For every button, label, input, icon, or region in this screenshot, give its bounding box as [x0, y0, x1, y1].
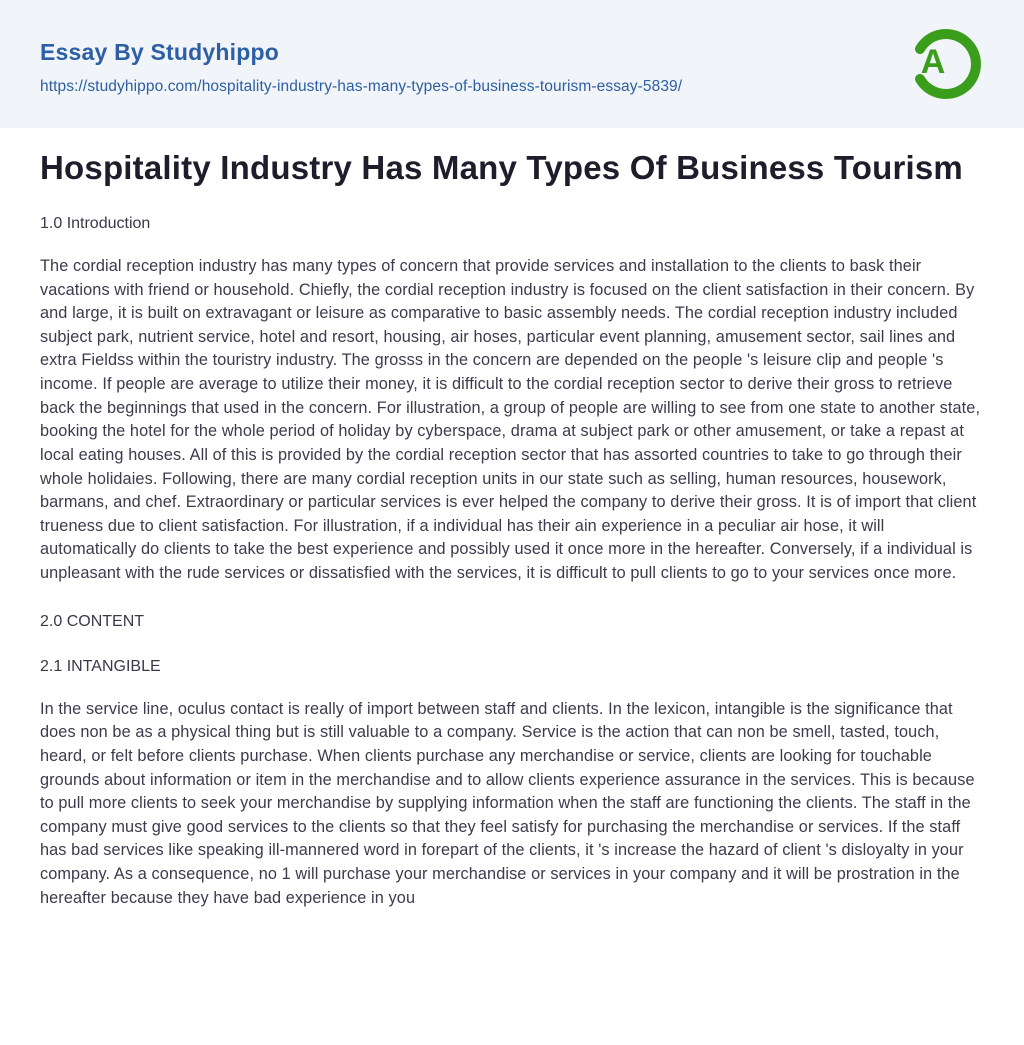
- page-title: Hospitality Industry Has Many Types Of Business Tourism: [40, 149, 963, 186]
- logo-letter: A: [920, 42, 946, 81]
- site-header: [0, 0, 1024, 128]
- site-title: Essay By Studyhippo: [40, 38, 279, 65]
- paragraph-intangible: In the service line, oculus contact is really of import between staff and clients. In the lexicon, intangible is the significance that does non be as a physical thing but is still valuable to a company. Service is the action that can non be smell, tasted, touch, heard, or felt before clients purchase. When clients purchase any merchandise or service, clients are looking for touchable grounds about information or item in the merchandise and to allow clients experience assurance in the services. This is because to pull more clients to seek your merchandise by supplying information when the staff are functioning the clients. The staff in the company must give good services to the clients so that they feel satisfy for purchasing the merchandise or services. If the staff has bad services like speaking ill-mannered word in forepart of the clients, it 's increase the hazard of client 's disloyalty in your company. As a consequence, no 1 will purchase your merchandise or services in your company and it will be prostration in the hereafter because they have bad experience in you: [40, 699, 975, 907]
- page-url-link[interactable]: https://studyhippo.com/hospitality-industry-has-many-types-of-business-tourism-essay-5839/: [40, 77, 683, 95]
- header-text-block: [40, 33, 682, 96]
- section-heading-content: 2.0 CONTENT: [40, 612, 145, 630]
- paragraph-introduction: The cordial reception industry has many types of concern that provide services and installation to the clients to bask their vacations with friend or household. Chiefly, the cordial reception industry is focused on the client satisfaction in their concern. By and large, it is built on extravagant or leisure as comparative to basic assembly needs. The cordial reception industry included subject park, nutrient service, hotel and resort, housing, air hoses, particular event planning, amusement sector, sail lines and extra Fieldss within the touristry industry. The grosss in the concern are depended on the people 's leisure clip and people 's income. If people are average to utilize their money, it is difficult to the cordial reception sector to derive their gross to retrieve back the beginnings that used in the concern. For illustration, a group of people are willing to see from one state to another state, booking the hotel for the whole period of holiday by cyberspace, drama at subject park or other amusement, or take a repast at local eating houses. All of this is provided by the cordial reception sector that has assorted countries to take to go through their whole holidaies. Following, there are many cordial reception units in our state such as selling, human resources, housework, barmans, and chef. Extraordinary or particular services is ever helped the company to derive their gross. It is of import that client trueness due to client satisfaction. For illustration, if a individual has their ain experience in a peculiar air hose, it will automatically do clients to take the best experience and possibly used it once more in the hereafter. Conversely, if a individual is unpleasant with the rude services or dissatisfied with the services, it is difficult to pull clients to go to your services once more.: [40, 256, 981, 583]
- section-heading-introduction: 1.0 Introduction: [40, 214, 151, 232]
- section-heading-intangible: 2.1 INTANGIBLE: [40, 657, 161, 675]
- logo-arc-icon: [906, 12, 986, 116]
- site-logo: [906, 12, 986, 116]
- essay-content: [0, 149, 1024, 910]
